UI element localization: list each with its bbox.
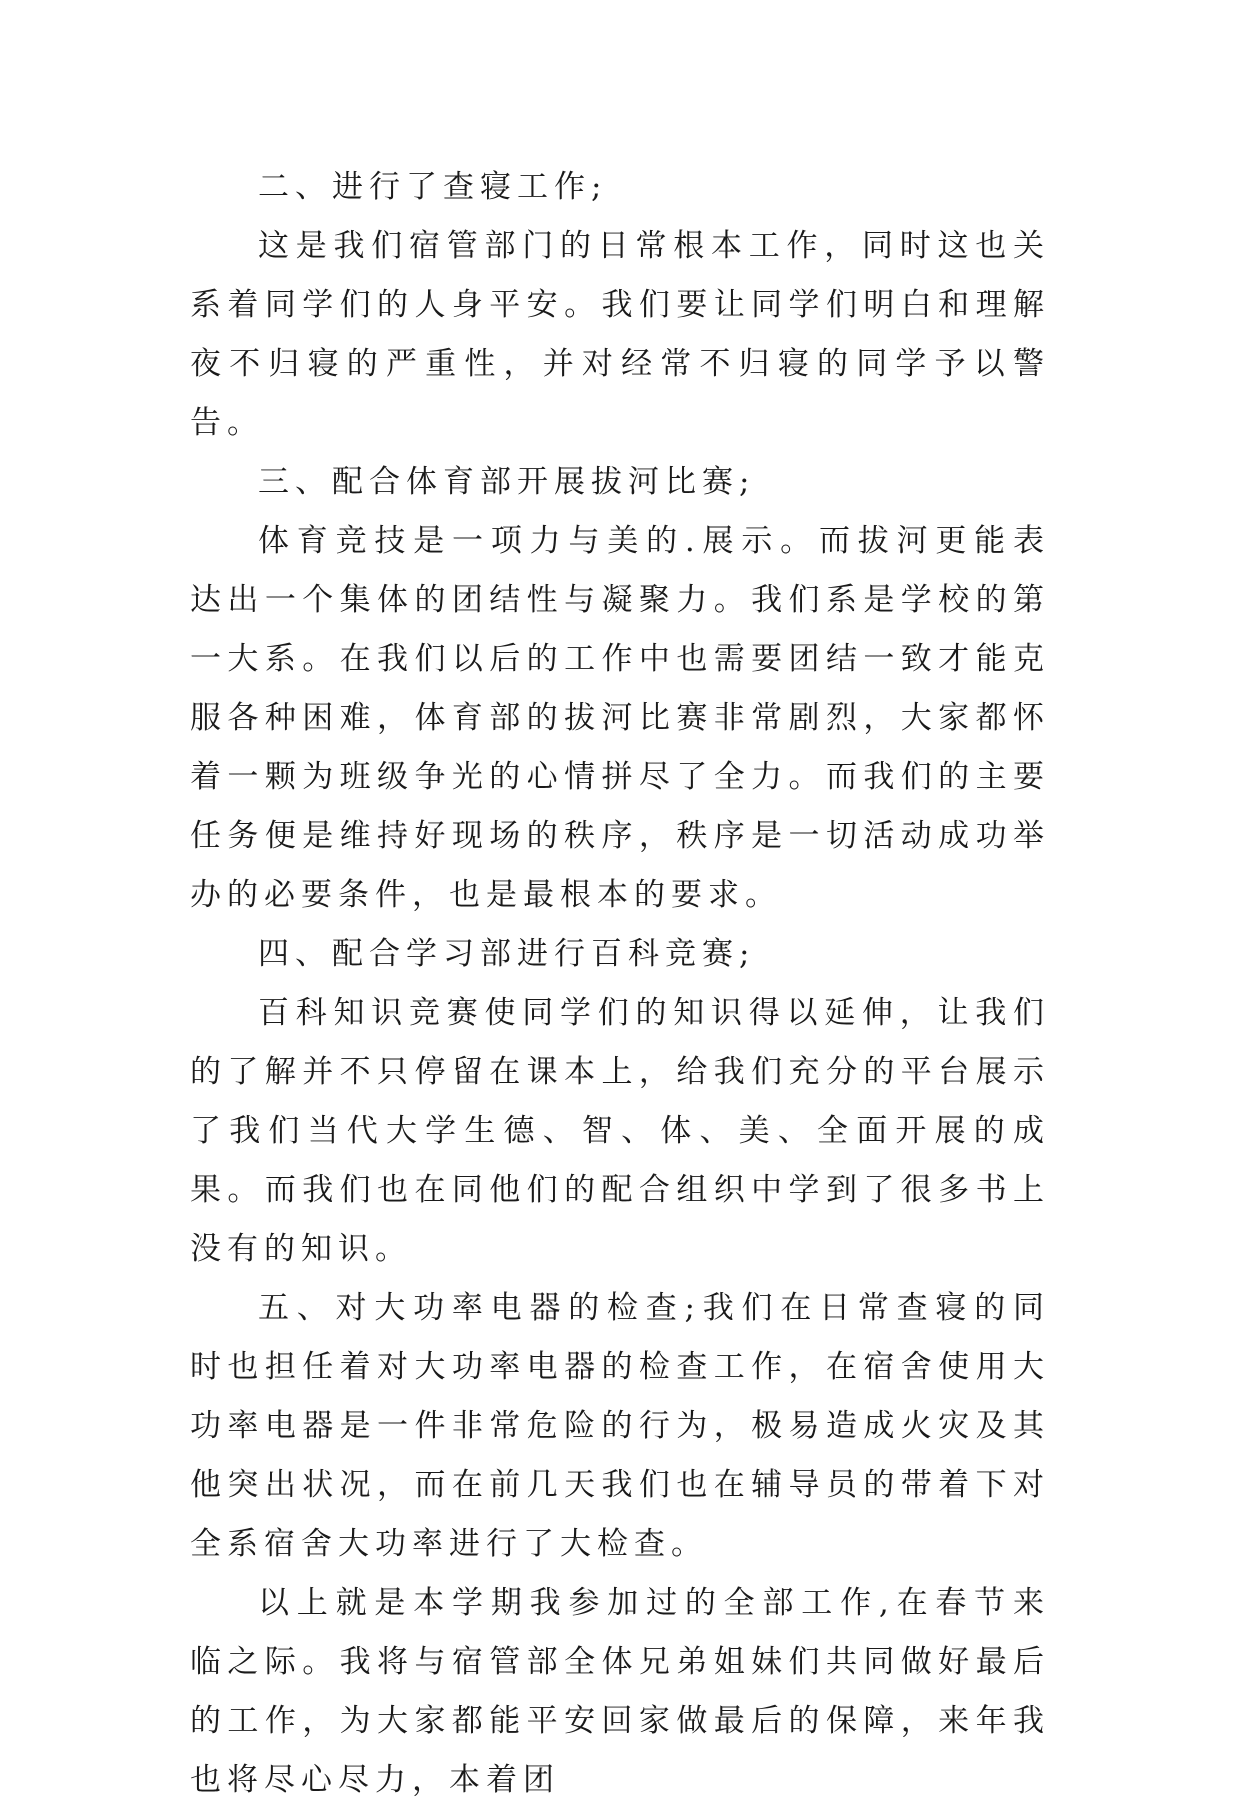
heading-section-2: 二、进行了查寝工作; bbox=[258, 169, 608, 205]
heading-section-4: 四、配合学习部进行百科竞赛; bbox=[258, 936, 756, 972]
heading-section-3: 三、配合体育部开展拔河比赛; bbox=[258, 464, 756, 500]
paragraph-encyclopedia-contest: 百科知识竞赛使同学们的知识得以延伸，让我们的了解并不只停留在课本上，给我们充分的平台展示了我们当代大学生德、智、体、美、全面开展的成果。而我们也在同他们的配合组织中学到了很多书上没有的知识。 bbox=[190, 995, 1050, 1267]
paragraph-dorm-check: 这是我们宿管部门的日常根本工作，同时这也关系着同学们的人身平安。我们要让同学们明白和理解夜不归寝的严重性，并对经常不归寝的同学予以警告。 bbox=[190, 228, 1050, 441]
paragraph-conclusion: 以上就是本学期我参加过的全部工作,在春节来临之际。我将与宿管部全体兄弟姐妹们共同做好最后的工作，为大家都能平安回家做最后的保障，来年我也将尽心尽力，本着团 bbox=[190, 1585, 1050, 1798]
document-body bbox=[190, 158, 1050, 1810]
paragraph-tug-of-war: 体育竞技是一项力与美的.展示。而拔河更能表达出一个集体的团结性与凝聚力。我们系是学校的第一大系。在我们以后的工作中也需要团结一致才能克服各种困难，体育部的拔河比赛非常剧烈，大家都怀着一颗为班级争光的心情拼尽了全力。而我们的主要任务便是维持好现场的秩序，秩序是一切活动成功举办的必要条件，也是最根本的要求。 bbox=[190, 523, 1050, 913]
paragraph-section-5-appliance-check: 五、对大功率电器的检查;我们在日常查寝的同时也担任着对大功率电器的检查工作，在宿舍使用大功率电器是一件非常危险的行为，极易造成火灾及其他突出状况，而在前几天我们也在辅导员的带着下对全系宿舍大功率进行了大检查。 bbox=[190, 1290, 1050, 1562]
